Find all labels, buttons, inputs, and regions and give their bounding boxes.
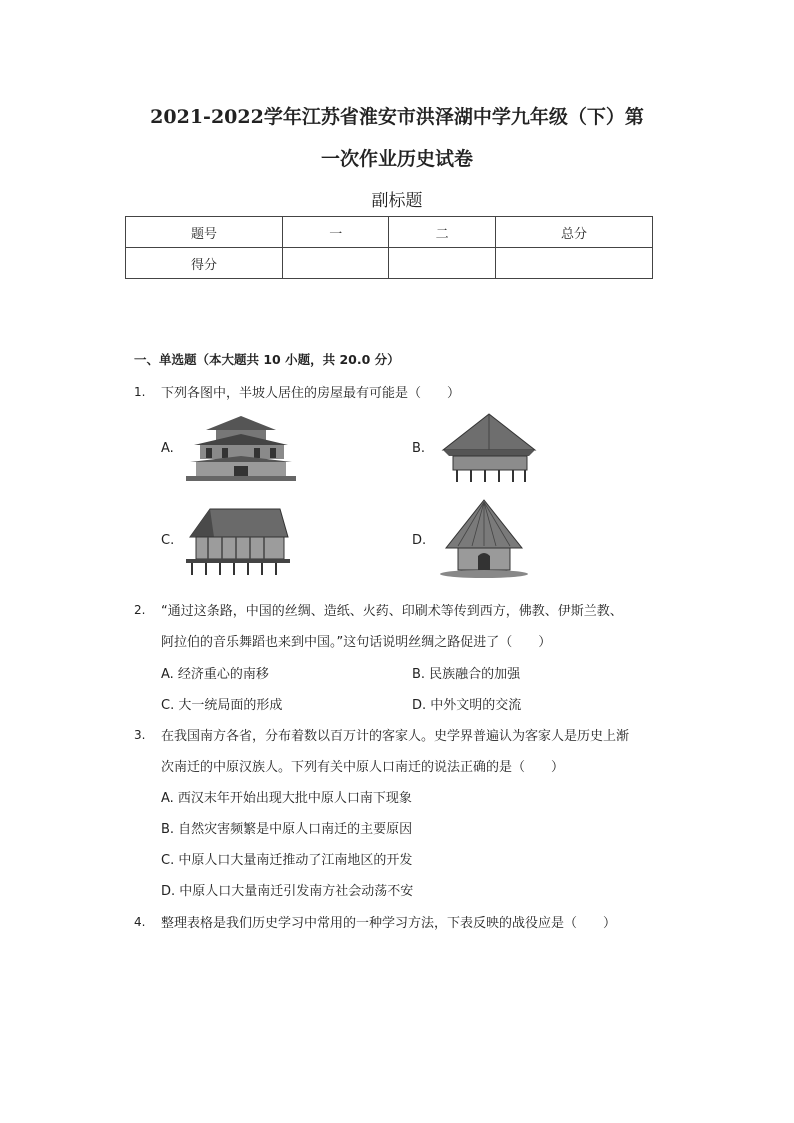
- option-text: B. 自然灾害频繁是中原人口南迁的主要原因: [161, 822, 413, 837]
- option-label: D.: [412, 533, 427, 548]
- question-text: 阿拉伯的音乐舞蹈也来到中国。”这句话说明丝绸之路促进了（ ）: [161, 635, 552, 650]
- option-label: A.: [161, 441, 174, 456]
- question-text: 次南迁的中原汉族人。下列有关中原人口南迁的说法正确的是（ ）: [161, 760, 565, 775]
- option-text: B. 民族融合的加强: [412, 667, 521, 682]
- score-header-cell: 一: [283, 217, 389, 248]
- question-text: 整理表格是我们历史学习中常用的一种学习方法，下表反映的战役应是（ ）: [161, 916, 617, 931]
- score-table-row: [126, 248, 653, 279]
- score-table-header-row: [126, 217, 653, 248]
- question-number: 2.: [134, 603, 146, 617]
- section-heading: 一、单选题（本大题共 10 小题，共 20.0 分）: [134, 352, 400, 367]
- score-cell: [495, 248, 652, 279]
- exam-subtitle: 副标题: [371, 191, 423, 211]
- question-number: 3.: [134, 728, 146, 742]
- score-header-cell: 二: [389, 217, 495, 248]
- score-row-label: 得分: [126, 248, 283, 279]
- exam-title-line1: 2021-2022学年江苏省淮安市洪泽湖中学九年级（下）第: [150, 106, 644, 128]
- chinese-tower-building-image: [186, 412, 296, 482]
- score-cell: [389, 248, 495, 279]
- option-label: C.: [161, 533, 175, 548]
- option-text: D. 中原人口大量南迁引发南方社会动荡不安: [161, 884, 414, 899]
- score-table: [125, 216, 653, 279]
- score-header-cell: 总分: [495, 217, 652, 248]
- question-number: 1.: [134, 385, 146, 399]
- option-text: D. 中外文明的交流: [412, 698, 522, 713]
- stilt-house-pyramid-roof-image: [437, 412, 541, 484]
- option-label: B.: [412, 441, 426, 456]
- score-header-cell: 题号: [126, 217, 283, 248]
- ganlan-stilt-house-image: [180, 503, 296, 577]
- question-text: “通过这条路，中国的丝绸、造纸、火药、印刷术等传到西方，佛教、伊斯兰教、: [161, 604, 623, 619]
- round-thatched-hut-image: [438, 498, 530, 580]
- score-cell: [283, 248, 389, 279]
- question-text: 下列各图中，半坡人居住的房屋最有可能是（ ）: [161, 386, 461, 401]
- option-text: C. 大一统局面的形成: [161, 698, 283, 713]
- question-number: 4.: [134, 915, 146, 929]
- option-text: A. 经济重心的南移: [161, 667, 269, 682]
- option-text: C. 中原人口大量南迁推动了江南地区的开发: [161, 853, 413, 868]
- option-text: A. 西汉末年开始出现大批中原人口南下现象: [161, 791, 412, 806]
- question-text: 在我国南方各省，分布着数以百万计的客家人。史学界普遍认为客家人是历史上渐: [161, 729, 630, 744]
- exam-title-line2: 一次作业历史试卷: [320, 148, 473, 170]
